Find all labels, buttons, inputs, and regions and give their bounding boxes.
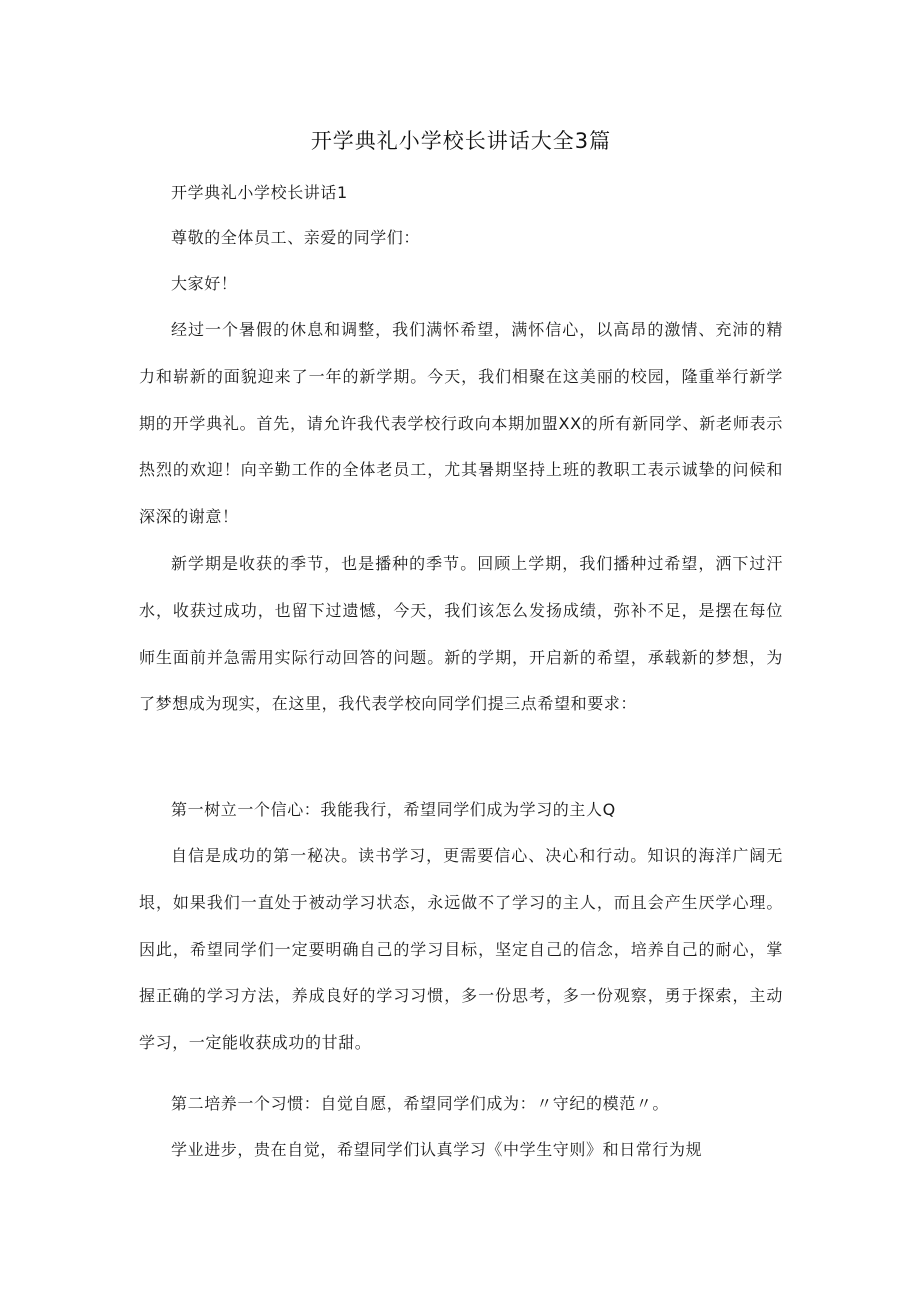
paragraph-confidence: 自信是成功的第一秘决。读书学习，更需要信心、决心和行动。知识的海洋广阔无垠，如果我们一直处于被动学习状态，永远做不了学习的主人，而且会产生厌学心理。因此，希望同学们一定要明确自己的学习目标，坚定自己的信念，培养自己的耐心，掌握正确的学习方法，养成良好的学习习惯，多一份思考，多一份观察，勇于探索，主动学习，一定能收获成功的甘甜。 [139, 846, 783, 1053]
paragraph-welcome: 经过一个暑假的休息和调整，我们满怀希望，满怀信心，以高昂的激情、充沛的精力和崭新的面貌迎来了一年的新学期。今天，我们相聚在这美丽的校园，隆重举行新学期的开学典礼。首先，请允许我代表学校行政向本期加盟XX的所有新同学、新老师表示热烈的欢迎！向辛勤工作的全体老员工，尤其暑期坚持上班的教职工表示诚挚的问候和深深的谢意！ [139, 320, 783, 527]
paragraph-self-discipline: 学业进步，贵在自觉，希望同学们认真学习《中学生守则》和日常行为规 [171, 1140, 703, 1159]
point-two-heading: 第二培养一个习惯：自觉自愿，希望同学们成为：〃守纪的模范〃。 [171, 1094, 670, 1113]
greeting: 大家好！ [171, 274, 238, 293]
salutation: 尊敬的全体员工、亲爱的同学们： [171, 228, 421, 247]
paragraph-new-semester: 新学期是收获的季节，也是播种的季节。回顾上学期，我们播种过希望，洒下过汗水，收获过成功，也留下过遗憾，今天，我们该怎么发扬成绩，弥补不足，是摆在每位师生面前并急需用实际行动回答的问题。新的学期，开启新的希望，承载新的梦想，为了梦想成为现实，在这里，我代表学校向同学们提三点希望和要求： [139, 554, 783, 714]
point-one-heading: 第一树立一个信心：我能我行，希望同学们成为学习的主人Q [171, 800, 616, 819]
document-title: 开学典礼小学校长讲话大全3篇 [310, 129, 612, 153]
speech-subtitle: 开学典礼小学校长讲话1 [171, 183, 348, 202]
